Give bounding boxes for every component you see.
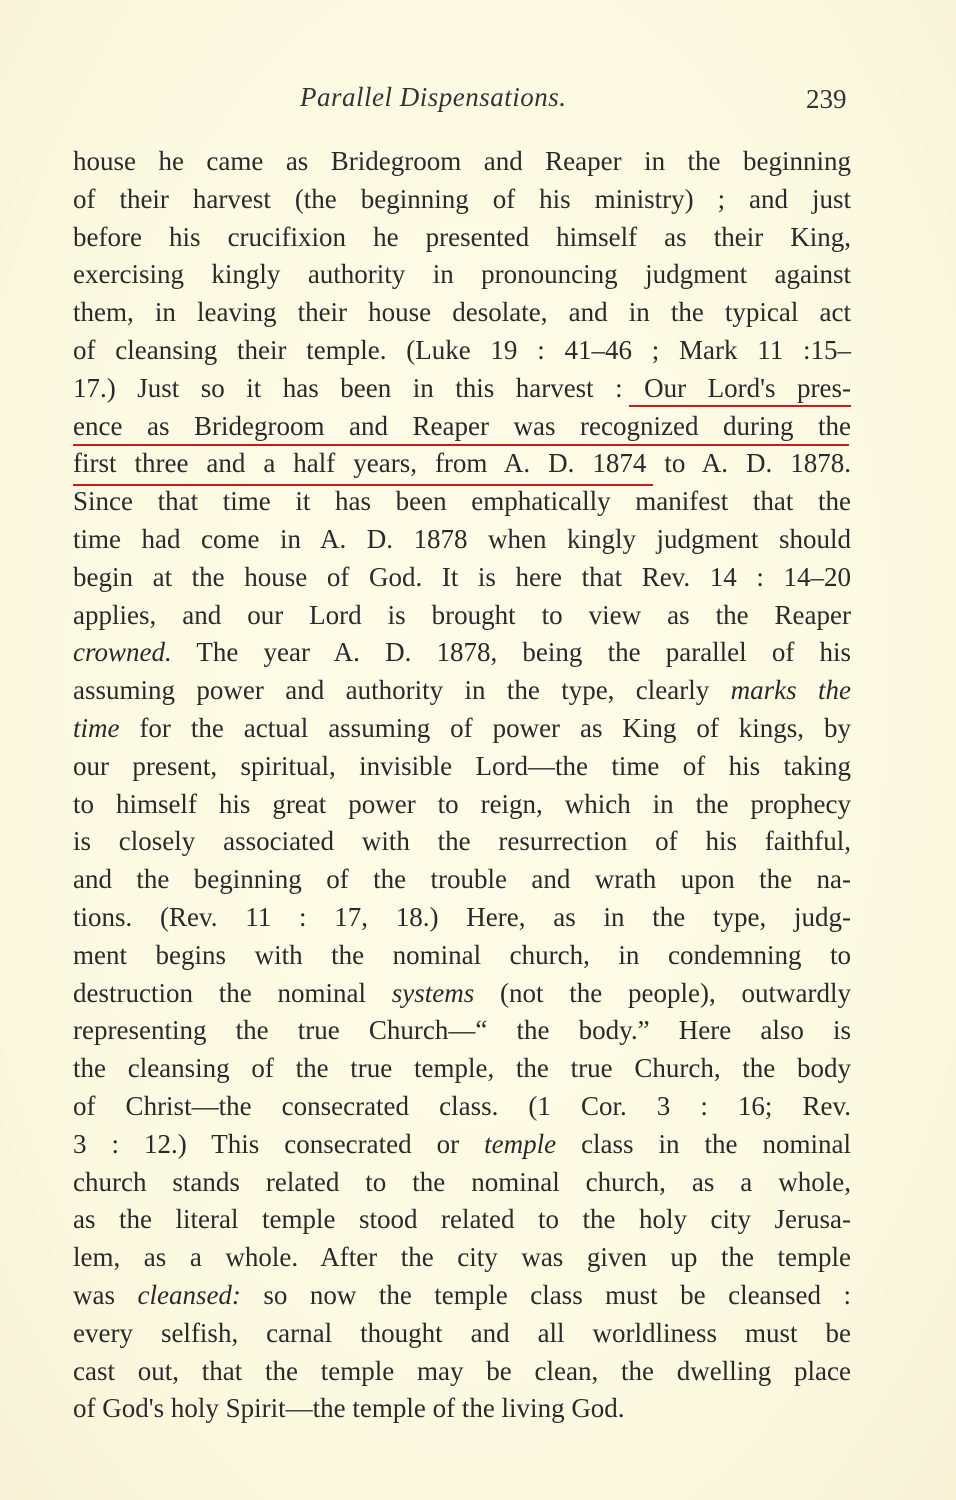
text-segment: to himself his great power to reign, which in the prophecy (73, 788, 851, 819)
text-segment: church stands related to the nominal church, as a whole, (73, 1166, 851, 1197)
text-line (73, 1050, 851, 1088)
italic-text: cleansed: (137, 1279, 241, 1310)
text-segment: so now the temple class must be cleansed : (240, 1279, 851, 1310)
body-text (73, 143, 851, 1428)
text-line (73, 634, 851, 672)
italic-text: temple (484, 1128, 557, 1159)
text-segment: tions. (Rev. 11 : 17, 18.) Here, as in the type, judg- (73, 901, 851, 932)
running-head (0, 82, 956, 122)
text-segment: is closely associated with the resurrection of his faithful, (73, 826, 851, 857)
text-line (73, 597, 851, 635)
text-segment: cast out, that the temple may be clean, the dwelling place (73, 1355, 851, 1386)
text-segment: begin at the house of God. It is here that Rev. 14 : 14–20 (73, 561, 851, 592)
text-line (73, 445, 851, 483)
text-line (73, 710, 851, 748)
text-segment: destruction the nominal (73, 977, 392, 1008)
text-line (73, 899, 851, 937)
text-line (73, 294, 851, 332)
text-segment: of God's holy Spirit—the temple of the living God. (73, 1393, 625, 1424)
text-segment: as the literal temple stood related to the holy city Jerusa- (73, 1204, 851, 1235)
text-line (73, 219, 851, 257)
text-line (73, 143, 851, 181)
text-segment: the cleansing of the true temple, the true Church, the body (73, 1053, 851, 1084)
text-line (73, 823, 851, 861)
text-line (73, 1315, 851, 1353)
text-segment: (not the people), outwardly (474, 977, 851, 1008)
text-line (73, 748, 851, 786)
text-line (73, 408, 851, 446)
text-segment: of cleansing their temple. (Luke 19 : 41–46 ; Mark 11 :15– (73, 334, 851, 365)
red-underline-mark (73, 444, 849, 446)
text-segment: applies, and our Lord is brought to view as the Reaper (73, 599, 851, 630)
italic-text: time (73, 712, 120, 743)
red-underline-mark (629, 405, 851, 407)
text-line (73, 1277, 851, 1315)
text-segment: assuming power and authority in the type, clearly (73, 675, 731, 706)
text-segment: of Christ—the consecrated class. (1 Cor. 3 : 16; Rev. (73, 1090, 851, 1121)
text-segment: class in the nominal (556, 1128, 851, 1159)
text-segment: before his crucifixion he presented himself as their King, (73, 221, 851, 252)
text-segment: representing the true Church—“ the body.” Here also is (73, 1015, 851, 1046)
text-line (73, 521, 851, 559)
text-line (73, 483, 851, 521)
italic-text: systems (391, 977, 475, 1008)
text-segment: ment begins with the nominal church, in condemning to (73, 939, 851, 970)
text-line (73, 1353, 851, 1391)
text-line (73, 181, 851, 219)
text-segment: first three and a half years, from A. D. 1874 to A. D. 1878. (73, 448, 851, 479)
text-segment: lem, as a whole. After the city was given up the temple (73, 1242, 851, 1273)
text-segment: time had come in A. D. 1878 when kingly judgment should (73, 523, 851, 554)
text-line (73, 1390, 851, 1428)
text-segment: our present, spiritual, invisible Lord—the time of his taking (73, 750, 851, 781)
text-line (73, 861, 851, 899)
text-segment: them, in leaving their house desolate, and in the typical act (73, 297, 851, 328)
text-segment: 3 : 12.) This consecrated or (73, 1128, 485, 1159)
text-line (73, 1012, 851, 1050)
text-segment: for the actual assuming of power as King of kings, by (119, 712, 851, 743)
text-line (73, 332, 851, 370)
text-line (73, 1126, 851, 1164)
text-line (73, 1201, 851, 1239)
text-line (73, 1088, 851, 1126)
text-line (73, 1164, 851, 1202)
text-line (73, 786, 851, 824)
page-number: 239 (806, 84, 847, 114)
text-segment: and the beginning of the trouble and wrath upon the na- (73, 864, 851, 895)
italic-text: marks the (730, 675, 852, 706)
text-segment: of their harvest (the beginning of his ministry) ; and just (73, 183, 851, 214)
text-segment: Since that time it has been emphatically manifest that the (73, 486, 851, 517)
italic-text: crowned. (73, 637, 172, 668)
text-segment: house he came as Bridegroom and Reaper in the beginning (73, 146, 851, 176)
text-line (73, 256, 851, 294)
running-title: Parallel Dispensations. (300, 82, 567, 112)
text-segment: every selfish, carnal thought and all worldliness must be (73, 1317, 851, 1348)
text-line (73, 370, 851, 408)
text-segment: ence as Bridegroom and Reaper was recognized during the (73, 410, 851, 441)
text-segment: 17.) Just so it has been in this harvest : Our Lord's pres- (73, 372, 851, 403)
text-line (73, 672, 851, 710)
text-line (73, 1239, 851, 1277)
text-line (73, 937, 851, 975)
text-segment: was (73, 1279, 138, 1310)
text-line (73, 975, 851, 1013)
red-underline-mark (73, 484, 653, 486)
text-line (73, 559, 851, 597)
text-segment: The year A. D. 1878, being the parallel of his (171, 637, 851, 668)
text-segment: exercising kingly authority in pronouncing judgment against (73, 259, 851, 290)
